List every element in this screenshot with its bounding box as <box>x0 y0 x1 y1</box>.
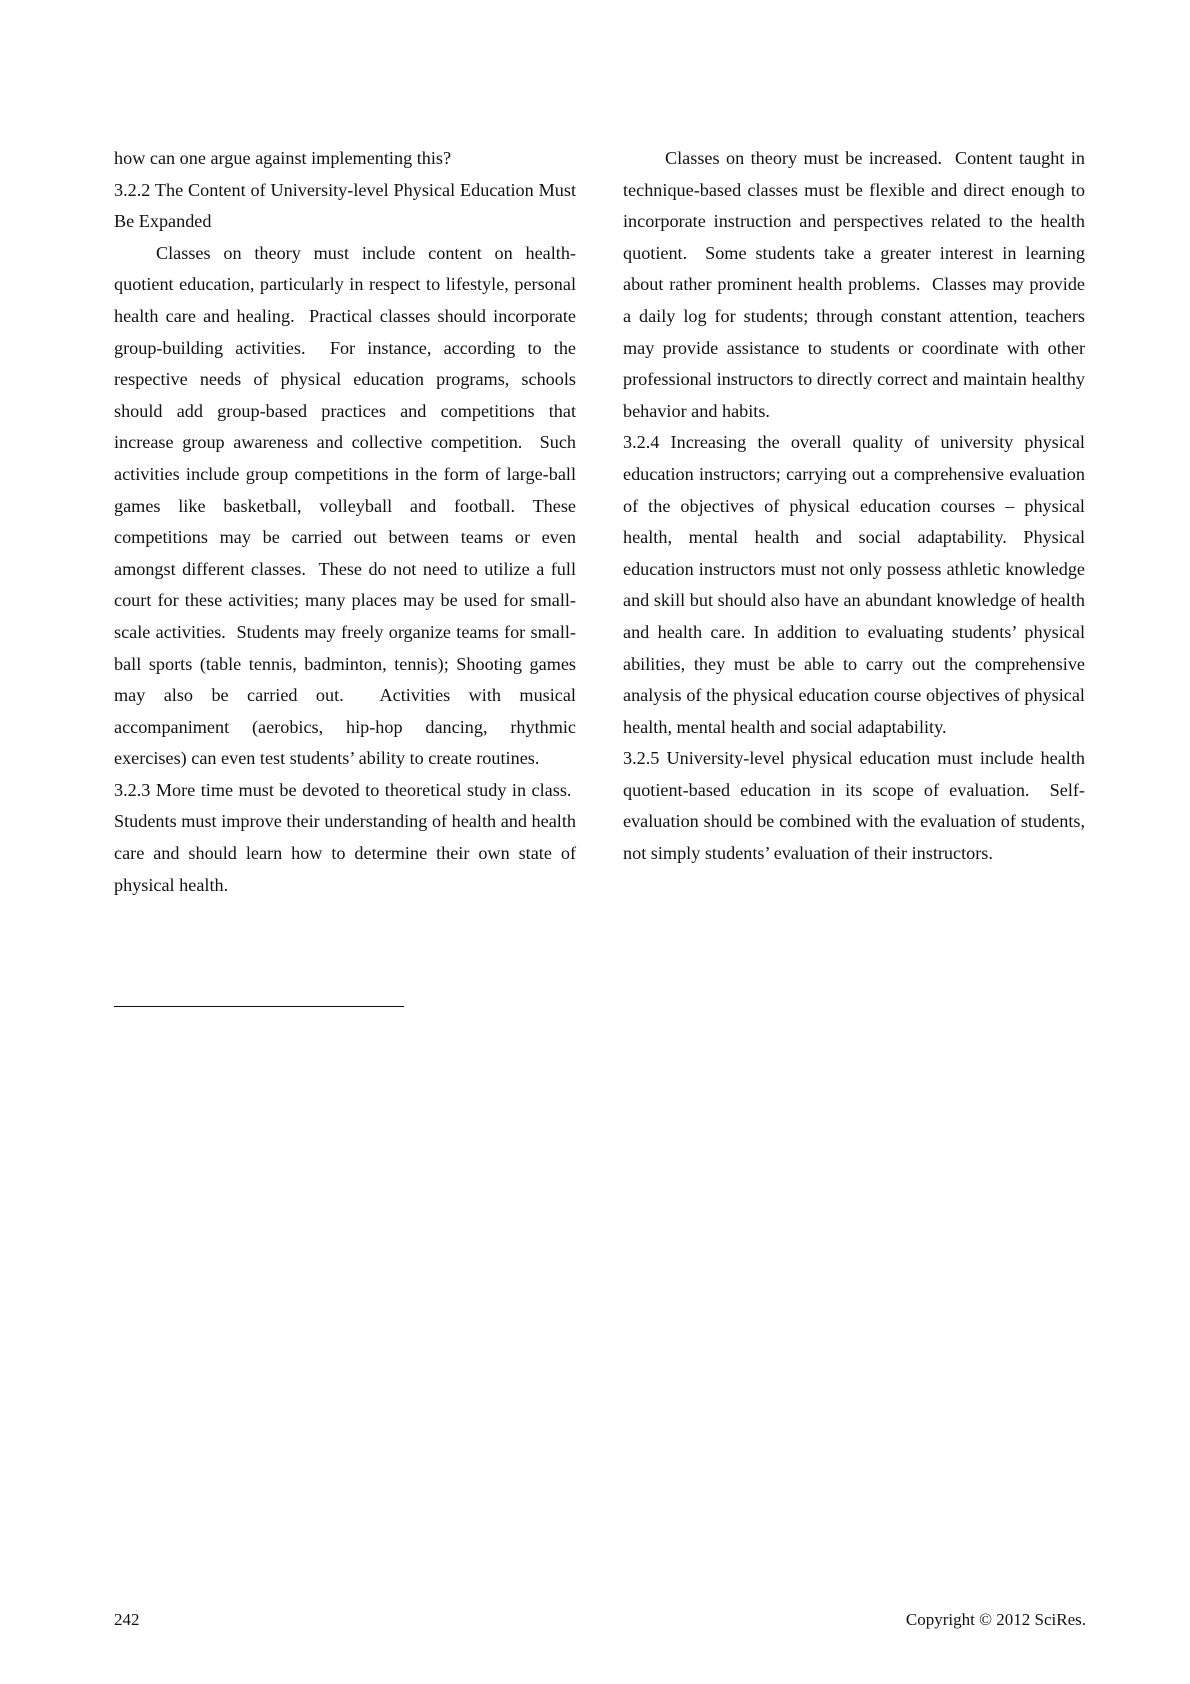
body-paragraph-3-2-4: 3.2.4 Increasing the overall quality of university physical education instructors; carrying out a comprehensive evaluation of the objectives of physical education courses – physical health, mental health and social adaptability. Physical education instructors must not only possess athletic knowledge and skill but should also have an abundant knowledge of health and health care. In addition to evaluating students’ physical abilities, they must be able to carry out the comprehensive analysis of the physical education course objectives of physical health, mental health and social adaptability. <box>623 432 1085 737</box>
page-number: 242 <box>114 1610 140 1629</box>
left-column <box>114 143 576 901</box>
body-paragraph-3-2-2: Classes on theory must include content on health-quotient education, particularly in respect to lifestyle, personal health care and healing. Practical classes should incorporate group-building activities. For instance, according to the respective needs of physical education programs, schools should add group-based practices and competitions that increase group awareness and collective competition. Such activities include group competitions in the form of large-ball games like basketball, volleyball and football. These competitions may be carried out between teams or even amongst different classes. These do not need to utilize a full court for these activities; many places may be used for small-scale activities. Students may freely organize teams for small-ball sports (table tennis, badminton, tennis); Shooting games may also be carried out. Activities with musical accompaniment (aerobics, hip-hop dancing, rhythmic exercises) can even test students’ ability to create routines. <box>114 242 576 769</box>
copyright-notice: Copyright © 2012 SciRes. <box>905 1610 1086 1629</box>
body-paragraph-3-2-5: 3.2.5 University-level physical education must include health quotient-based education in its scope of evaluation. Self-evaluation should be combined with the evaluation of students, not simply students’ evaluation of their instructors. <box>623 748 1085 864</box>
footnote-divider <box>114 1006 404 1007</box>
right-column <box>623 143 1085 870</box>
continuation-line: how can one argue against implementing this? <box>114 148 452 168</box>
body-paragraph-3-2-3: 3.2.3 More time must be devoted to theoretical study in class. Students must improve their understanding of health and health care and should learn how to determine their own state of physical health. <box>114 779 576 895</box>
section-heading-3-2-2: 3.2.2 The Content of University-level Physical Education Must Be Expanded <box>114 179 576 232</box>
body-paragraph-theory: Classes on theory must be increased. Content taught in technique-based classes must be flexible and direct enough to incorporate instruction and perspectives related to the health quotient. Some students take a greater interest in learning about rather prominent health problems. Classes may provide a daily log for students; through constant attention, teachers may provide assistance to students or coordinate with other professional instructors to directly correct and maintain healthy behavior and habits. <box>623 148 1085 421</box>
